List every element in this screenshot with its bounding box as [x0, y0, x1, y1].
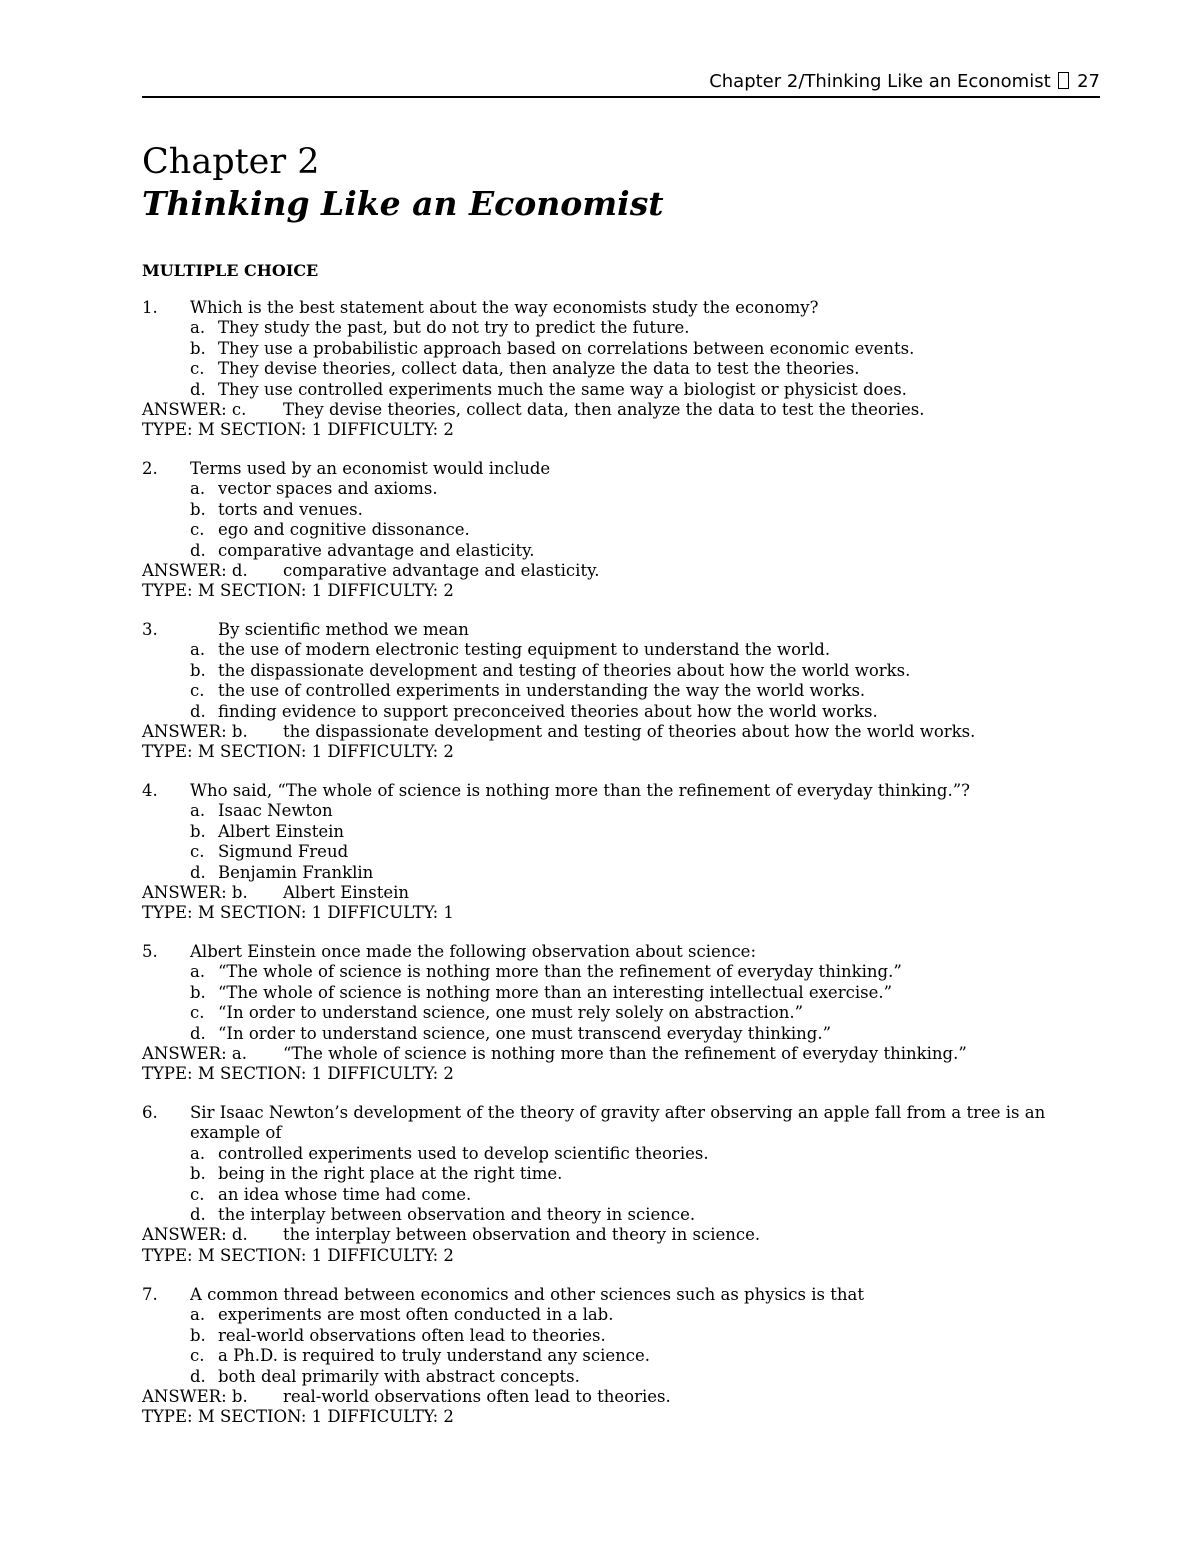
option-letter: d. — [190, 379, 206, 399]
option-text: a Ph.D. is required to truly understand any science. — [218, 1346, 651, 1366]
option-text: They use controlled experiments much the same way a biologist or physicist does. — [218, 379, 907, 399]
answer-label: ANSWER: d. — [142, 560, 248, 580]
option-letter: c. — [190, 842, 205, 862]
option-text: an idea whose time had come. — [218, 1184, 472, 1204]
option-letter: d. — [190, 1204, 206, 1224]
option-text: They use a probabilistic approach based on correlations between economic events. — [218, 338, 915, 358]
option-text: torts and venues. — [218, 499, 363, 519]
answer-label: ANSWER: b. — [142, 1386, 248, 1406]
option-b — [142, 822, 1100, 842]
option-letter: c. — [190, 1184, 205, 1204]
option-text: the use of controlled experiments in understanding the way the world works. — [218, 681, 866, 701]
option-a — [142, 479, 1100, 499]
option-a — [142, 1144, 1100, 1164]
option-d — [142, 863, 1100, 883]
option-letter: a. — [190, 640, 206, 660]
option-letter: b. — [190, 1325, 206, 1345]
option-letter: a. — [190, 962, 206, 982]
option-d — [142, 702, 1100, 722]
question-number: 7. — [142, 1285, 158, 1304]
option-c — [142, 1003, 1100, 1023]
answer-text: comparative advantage and elasticity. — [283, 560, 600, 580]
answer-text: the dispassionate development and testing of theories about how the world works. — [283, 721, 976, 741]
option-letter: d. — [190, 701, 206, 721]
question-meta: TYPE: M SECTION: 1 DIFFICULTY: 1 — [142, 903, 454, 923]
answer-line — [142, 400, 1100, 420]
question-1 — [142, 298, 1100, 441]
option-text: experiments are most often conducted in a lab. — [218, 1305, 614, 1325]
option-text: “The whole of science is nothing more than the refinement of everyday thinking.” — [218, 962, 902, 982]
option-letter: a. — [190, 1305, 206, 1325]
option-letter: b. — [190, 982, 206, 1002]
question-5 — [142, 942, 1100, 1085]
option-c — [142, 681, 1100, 701]
question-number: 2. — [142, 459, 158, 478]
option-text: being in the right place at the right time. — [218, 1164, 563, 1184]
option-d — [142, 1205, 1100, 1225]
question-4 — [142, 781, 1100, 924]
option-text: ego and cognitive dissonance. — [218, 520, 470, 540]
option-letter: d. — [190, 540, 206, 560]
option-letter: b. — [190, 1164, 206, 1184]
option-letter: a. — [190, 318, 206, 338]
question-meta: TYPE: M SECTION: 1 DIFFICULTY: 2 — [142, 1245, 454, 1265]
option-a — [142, 640, 1100, 660]
option-c — [142, 1346, 1100, 1366]
option-b — [142, 661, 1100, 681]
chapter-label: Chapter 2 — [142, 142, 320, 182]
option-text: comparative advantage and elasticity. — [218, 540, 535, 560]
option-text: controlled experiments used to develop scientific theories. — [218, 1143, 709, 1163]
option-letter: d. — [190, 1023, 206, 1043]
option-text: vector spaces and axioms. — [218, 479, 438, 499]
question-meta: TYPE: M SECTION: 1 DIFFICULTY: 2 — [142, 1407, 454, 1427]
question-text: By scientific method we mean — [218, 620, 469, 639]
answer-label: ANSWER: b. — [142, 721, 248, 741]
answer-text: “The whole of science is nothing more than the refinement of everyday thinking.” — [283, 1043, 967, 1063]
option-letter: c. — [190, 1346, 205, 1366]
option-letter: a. — [190, 1143, 206, 1163]
option-letter: a. — [190, 801, 206, 821]
question-meta: TYPE: M SECTION: 1 DIFFICULTY: 2 — [142, 1064, 454, 1084]
option-letter: c. — [190, 681, 205, 701]
option-text: the use of modern electronic testing equipment to understand the world. — [218, 640, 831, 660]
answer-label: ANSWER: d. — [142, 1225, 248, 1245]
option-letter: c. — [190, 520, 205, 540]
option-d — [142, 541, 1100, 561]
option-c — [142, 520, 1100, 540]
answer-line — [142, 1225, 1100, 1245]
question-text: A common thread between economics and other sciences such as physics is that — [190, 1285, 864, 1304]
option-letter: c. — [190, 1003, 205, 1023]
answer-line — [142, 561, 1100, 581]
box-icon — [1058, 72, 1069, 89]
page-number: 27 — [1077, 71, 1100, 92]
answer-text: the interplay between observation and theory in science. — [283, 1225, 761, 1245]
option-text: They study the past, but do not try to predict the future. — [218, 318, 690, 338]
question-text: Sir Isaac Newton’s development of the theory of gravity after observing an apple fall from a tree is an example of — [190, 1103, 1046, 1143]
option-a — [142, 1305, 1100, 1325]
answer-line — [142, 1387, 1100, 1407]
option-b — [142, 339, 1100, 359]
question-text: Who said, “The whole of science is nothing more than the refinement of everyday thinking.”? — [190, 781, 971, 800]
question-2 — [142, 459, 1100, 602]
answer-text: real-world observations often lead to theories. — [283, 1386, 671, 1406]
option-text: They devise theories, collect data, then analyze the data to test the theories. — [218, 359, 860, 379]
question-stem — [142, 1103, 1100, 1144]
option-text: Benjamin Franklin — [218, 862, 374, 882]
question-6 — [142, 1103, 1100, 1266]
option-letter: b. — [190, 338, 206, 358]
option-text: both deal primarily with abstract concepts. — [218, 1366, 580, 1386]
option-letter: a. — [190, 479, 206, 499]
answer-label: ANSWER: b. — [142, 882, 248, 902]
option-text: “In order to understand science, one must rely solely on abstraction.” — [218, 1003, 804, 1023]
option-text: Sigmund Freud — [218, 842, 349, 862]
answer-label: ANSWER: c. — [142, 399, 247, 419]
option-c — [142, 359, 1100, 379]
option-text: the interplay between observation and theory in science. — [218, 1204, 696, 1224]
option-letter: c. — [190, 359, 205, 379]
question-text: Albert Einstein once made the following observation about science: — [190, 942, 757, 961]
option-c — [142, 1185, 1100, 1205]
option-d — [142, 1367, 1100, 1387]
option-text: “The whole of science is nothing more than an interesting intellectual exercise.” — [218, 982, 893, 1002]
question-number: 4. — [142, 781, 158, 800]
option-a — [142, 318, 1100, 338]
running-header-text — [709, 70, 1100, 94]
option-letter: d. — [190, 862, 206, 882]
option-d — [142, 380, 1100, 400]
question-3 — [142, 620, 1100, 763]
question-meta: TYPE: M SECTION: 1 DIFFICULTY: 2 — [142, 742, 454, 762]
option-text: the dispassionate development and testing of theories about how the world works. — [218, 660, 911, 680]
question-number: 1. — [142, 298, 158, 317]
option-text: Albert Einstein — [218, 821, 344, 841]
answer-label: ANSWER: a. — [142, 1043, 247, 1063]
option-d — [142, 1024, 1100, 1044]
option-text: “In order to understand science, one must transcend everyday thinking.” — [218, 1023, 832, 1043]
option-b — [142, 983, 1100, 1003]
running-header — [142, 70, 1100, 98]
answer-line — [142, 1044, 1100, 1064]
question-meta: TYPE: M SECTION: 1 DIFFICULTY: 2 — [142, 420, 454, 440]
answer-text: They devise theories, collect data, then analyze the data to test the theories. — [283, 399, 925, 419]
option-b — [142, 1326, 1100, 1346]
question-text: Which is the best statement about the way economists study the economy? — [190, 298, 819, 317]
option-letter: b. — [190, 499, 206, 519]
question-number: 5. — [142, 942, 158, 961]
question-number: 3. — [142, 620, 158, 639]
question-number: 6. — [142, 1103, 158, 1122]
option-b — [142, 1164, 1100, 1184]
option-letter: b. — [190, 660, 206, 680]
option-letter: b. — [190, 821, 206, 841]
question-meta: TYPE: M SECTION: 1 DIFFICULTY: 2 — [142, 581, 454, 601]
option-text: finding evidence to support preconceived theories about how the world works. — [218, 701, 878, 721]
question-text: Terms used by an economist would include — [190, 459, 551, 478]
option-text: Isaac Newton — [218, 801, 333, 821]
running-title: Chapter 2/Thinking Like an Economist — [709, 71, 1051, 92]
chapter-title: Thinking Like an Economist — [142, 184, 664, 223]
option-c — [142, 842, 1100, 862]
option-b — [142, 500, 1100, 520]
question-7 — [142, 1285, 1100, 1428]
option-a — [142, 962, 1100, 982]
section-heading: MULTIPLE CHOICE — [142, 261, 319, 280]
answer-line — [142, 722, 1100, 742]
option-letter: d. — [190, 1366, 206, 1386]
answer-text: Albert Einstein — [283, 882, 409, 902]
option-a — [142, 801, 1100, 821]
answer-line — [142, 883, 1100, 903]
option-text: real-world observations often lead to theories. — [218, 1325, 606, 1345]
